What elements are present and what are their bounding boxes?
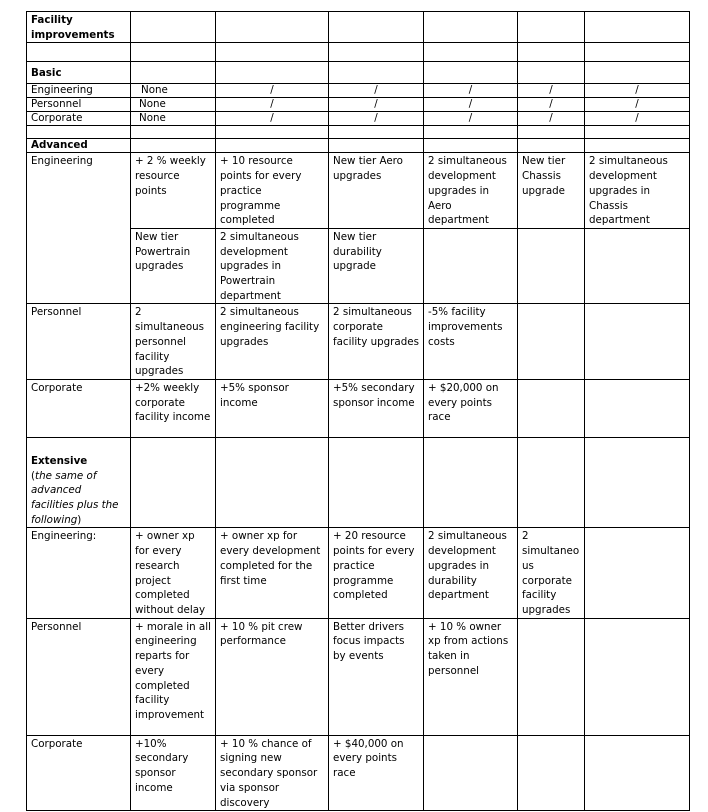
table-cell: / xyxy=(216,112,329,126)
table-row xyxy=(27,379,690,437)
table-cell: + 20 resource points for every practice programme completed xyxy=(329,528,424,618)
empty-cell xyxy=(424,139,518,153)
row-label: Corporate xyxy=(27,112,131,126)
table-row xyxy=(27,528,690,618)
table-row xyxy=(27,84,690,98)
empty-cell xyxy=(585,139,690,153)
table-cell: / xyxy=(585,98,690,112)
table-cell: New tier Powertrain upgrades xyxy=(131,228,216,304)
table-cell xyxy=(585,379,690,437)
extensive-heading-row xyxy=(27,437,690,528)
empty-cell xyxy=(585,12,690,43)
empty-cell xyxy=(518,43,585,62)
row-label: Engineering xyxy=(27,153,131,304)
table-cell: / xyxy=(585,84,690,98)
empty-cell xyxy=(27,126,131,139)
table-cell: 2 simultaneous development upgrades in durability department xyxy=(424,528,518,618)
table-cell xyxy=(424,228,518,304)
table-cell: 2 simultaneous corporate facility upgrades xyxy=(518,528,585,618)
table-cell: + 10 % chance of signing new secondary sponsor via sponsor discovery xyxy=(216,735,329,811)
table-cell: 2 simultaneous development upgrades in Aero department xyxy=(424,153,518,229)
empty-cell xyxy=(424,12,518,43)
table-cell xyxy=(585,618,690,735)
basic-heading-row xyxy=(27,62,690,84)
table-cell: 2 simultaneous corporate facility upgrades xyxy=(329,304,424,380)
spacer-row xyxy=(27,126,690,139)
table-cell: / xyxy=(585,112,690,126)
table-cell xyxy=(518,618,585,735)
empty-cell xyxy=(329,126,424,139)
table-cell: / xyxy=(216,98,329,112)
table-cell: None xyxy=(131,84,216,98)
section-heading-basic: Basic xyxy=(27,62,131,84)
empty-cell xyxy=(216,437,329,528)
table-cell: / xyxy=(424,98,518,112)
table-cell xyxy=(518,735,585,811)
table-cell: +2% weekly corporate facility income xyxy=(131,379,216,437)
facility-improvements-table xyxy=(26,11,690,811)
empty-cell xyxy=(329,139,424,153)
table-row xyxy=(27,112,690,126)
table-cell: + $40,000 on every points race xyxy=(329,735,424,811)
table-title: Facility improvements xyxy=(27,12,131,43)
empty-cell xyxy=(518,437,585,528)
empty-cell xyxy=(585,43,690,62)
table-cell: New tier Chassis upgrade xyxy=(518,153,585,229)
empty-cell xyxy=(585,126,690,139)
table-cell: 2 simultaneous development upgrades in Chassis department xyxy=(585,153,690,229)
row-label: Engineering xyxy=(27,84,131,98)
table-cell: + 10 % owner xp from actions taken in personnel xyxy=(424,618,518,735)
empty-cell xyxy=(131,126,216,139)
table-cell: 2 simultaneous personnel facility upgrades xyxy=(131,304,216,380)
table-cell xyxy=(585,528,690,618)
empty-cell xyxy=(216,139,329,153)
table-row xyxy=(27,304,690,380)
table-cell: None xyxy=(131,112,216,126)
table-cell: -5% facility improvements costs xyxy=(424,304,518,380)
section-heading-extensive xyxy=(27,437,131,528)
empty-cell xyxy=(424,126,518,139)
empty-cell xyxy=(518,62,585,84)
table-cell: + 10 % pit crew performance xyxy=(216,618,329,735)
table-cell xyxy=(585,735,690,811)
empty-cell xyxy=(518,139,585,153)
empty-cell xyxy=(329,43,424,62)
empty-cell xyxy=(216,62,329,84)
extensive-title: Extensive xyxy=(31,454,88,467)
empty-cell xyxy=(27,43,131,62)
table-cell xyxy=(585,228,690,304)
extensive-note: the same of advanced facilities plus the following xyxy=(31,469,119,526)
empty-cell xyxy=(131,139,216,153)
empty-cell xyxy=(585,62,690,84)
table-cell: + owner xp for every research project completed without delay xyxy=(131,528,216,618)
row-label: Personnel xyxy=(27,618,131,735)
table-cell: + 2 % weekly resource points xyxy=(131,153,216,229)
table-cell: / xyxy=(424,112,518,126)
empty-cell xyxy=(329,437,424,528)
advanced-heading-row xyxy=(27,139,690,153)
empty-cell xyxy=(329,12,424,43)
note-close-paren: ) xyxy=(77,513,82,526)
table-cell: None xyxy=(131,98,216,112)
table-cell: New tier Aero upgrades xyxy=(329,153,424,229)
empty-cell xyxy=(585,437,690,528)
empty-cell xyxy=(424,437,518,528)
row-label: Engineering: xyxy=(27,528,131,618)
table-cell: Better drivers focus impacts by events xyxy=(329,618,424,735)
empty-cell xyxy=(131,12,216,43)
table-cell: +5% sponsor income xyxy=(216,379,329,437)
table-row xyxy=(27,618,690,735)
empty-cell xyxy=(518,126,585,139)
table-cell xyxy=(585,304,690,380)
row-label: Personnel xyxy=(27,98,131,112)
table-cell: / xyxy=(518,84,585,98)
table-cell: + owner xp for every development completed for the first time xyxy=(216,528,329,618)
empty-cell xyxy=(131,437,216,528)
empty-cell xyxy=(424,62,518,84)
empty-cell xyxy=(329,62,424,84)
spacer-row xyxy=(27,43,690,62)
table-cell xyxy=(518,304,585,380)
table-cell: New tier durability upgrade xyxy=(329,228,424,304)
table-cell: +5% secondary sponsor income xyxy=(329,379,424,437)
table-cell: 2 simultaneous engineering facility upgrades xyxy=(216,304,329,380)
table-cell: + morale in all engineering reparts for every completed facility improvement xyxy=(131,618,216,735)
empty-cell xyxy=(424,43,518,62)
empty-cell xyxy=(216,126,329,139)
table-cell: / xyxy=(329,84,424,98)
row-label: Personnel xyxy=(27,304,131,380)
empty-cell xyxy=(131,43,216,62)
table-cell: / xyxy=(329,112,424,126)
table-cell xyxy=(424,735,518,811)
table-cell: / xyxy=(518,112,585,126)
title-row xyxy=(27,12,690,43)
table-cell: + 10 resource points for every practice programme completed xyxy=(216,153,329,229)
table-cell: 2 simultaneous development upgrades in Powertrain department xyxy=(216,228,329,304)
empty-cell xyxy=(131,62,216,84)
row-label: Corporate xyxy=(27,379,131,437)
row-label: Corporate xyxy=(27,735,131,811)
table-row xyxy=(27,153,690,229)
empty-cell xyxy=(216,43,329,62)
table-cell xyxy=(518,379,585,437)
empty-cell xyxy=(518,12,585,43)
table-cell: + $20,000 on every points race xyxy=(424,379,518,437)
table-cell: +10% secondary sponsor income xyxy=(131,735,216,811)
table-cell: / xyxy=(518,98,585,112)
empty-cell xyxy=(216,12,329,43)
table-cell xyxy=(518,228,585,304)
table-cell: / xyxy=(424,84,518,98)
table-row xyxy=(27,98,690,112)
section-heading-advanced: Advanced xyxy=(27,139,131,153)
note-open-paren: ( xyxy=(31,469,36,482)
table-cell: / xyxy=(329,98,424,112)
table-row xyxy=(27,735,690,811)
table-cell: / xyxy=(216,84,329,98)
